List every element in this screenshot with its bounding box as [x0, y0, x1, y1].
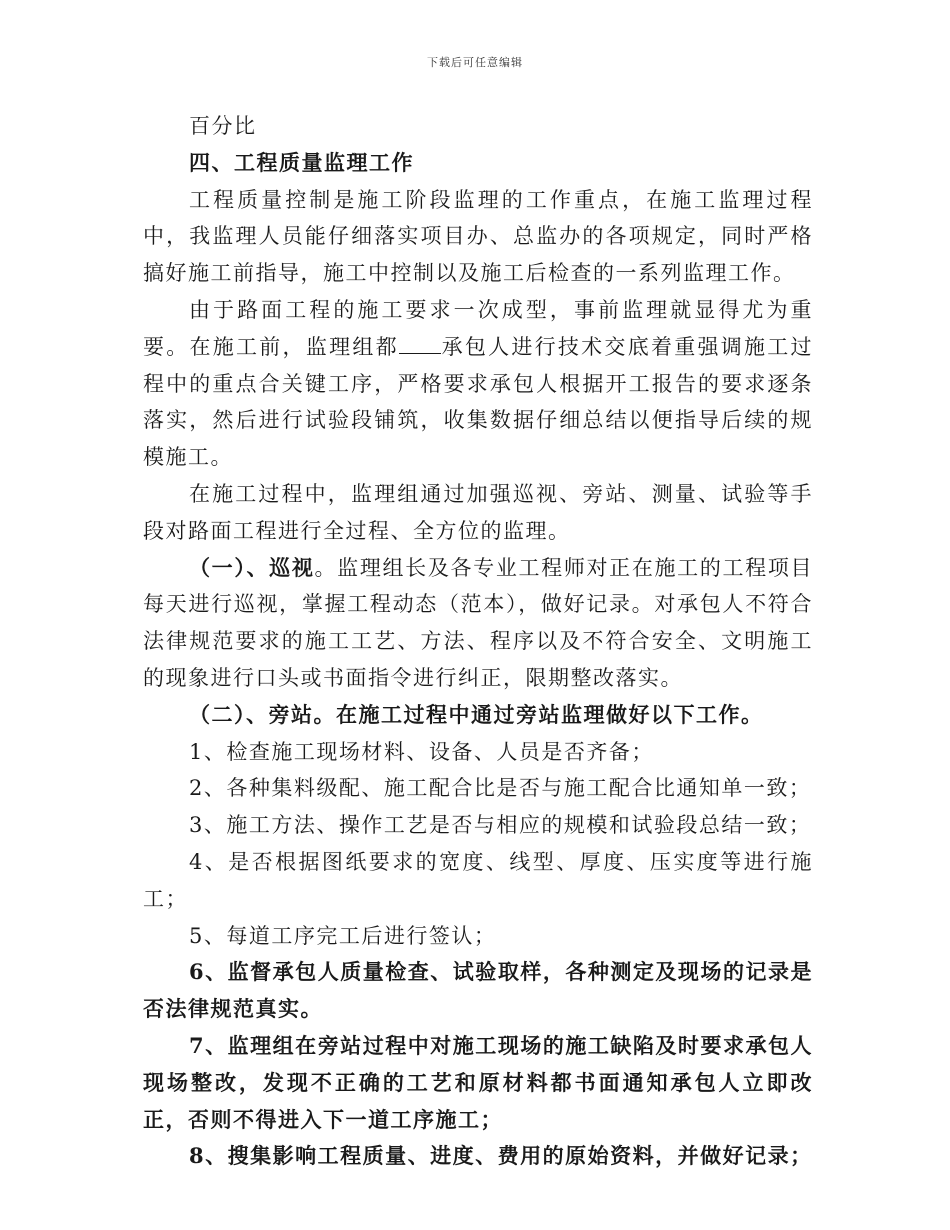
- patrol-text: 。监理组长及各专业工程师对正在施工的工程项目每天进行巡视，掌握工程动态（范本），做好记录。对承包人不符合法律规范要求的施工工艺、方法、程序以及不符合安全、文明施工的现象进行口头或书面指令进行纠正，限期整改落实。: [143, 555, 813, 690]
- list-item-4: 4、是否根据图纸要求的宽度、线型、厚度、压实度等进行施工；: [143, 849, 813, 911]
- road-works-text-a: 由于路面工程的施工要求一次成型，事前监理就显得尤为重要。在施工前，监理组都: [143, 297, 813, 359]
- document-body: [143, 108, 813, 1175]
- list-item-6: 6、监督承包人质量检查、试验取样，各种测定及现场的记录是否法律规范真实。: [143, 959, 813, 1022]
- page-header: 下载后可任意编辑: [427, 56, 523, 69]
- paragraph-quality-intro: 工程质量控制是施工阶段监理的工作重点，在施工监理过程中，我监理人员能仔细落实项目办、总监办的各项规定，同时严格搞好施工前指导，施工中控制以及施工后检查的一系列监理工作。: [143, 187, 813, 286]
- list-item-8: 8、搜集影响工程质量、进度、费用的原始资料，并做好记录；: [189, 1143, 813, 1169]
- list-item-2: 2、各种集料级配、施工配合比是否与施工配合比通知单一致；: [189, 776, 812, 801]
- section-title-quality: 四、工程质量监理工作: [189, 149, 414, 175]
- list-item-5: 5、每道工序完工后进行签认；: [189, 923, 497, 948]
- patrol-label: （一）、巡视: [189, 554, 315, 580]
- list-item-7: 7、监理组在旁站过程中对施工现场的施工缺陷及时要求承包人现场整改，发现不正确的工艺和原材料都书面通知承包人立即改正，否则不得进入下一道工序施工；: [143, 1032, 813, 1132]
- road-works-text-b: 承包人进行技术交底着重强调施工过程中的重点合关键工序，严格要求承包人根据开工报告的要求逐条落实，然后进行试验段铺筑，收集数据仔细总结以便指导后续的规模施工。: [143, 334, 814, 470]
- fill-in-blank: [399, 335, 441, 354]
- list-item-3: 3、施工方法、操作工艺是否与相应的规模和试验段总结一致；: [189, 813, 812, 838]
- paragraph-process: 在施工过程中，监理组通过加强巡视、旁站、测量、试验等手段对路面工程进行全过程、全方位的监理。: [143, 481, 813, 543]
- section-title-standby: （二）、旁站。在施工过程中通过旁站监理做好以下工作。: [189, 701, 764, 727]
- paragraph-patrol: [143, 550, 813, 697]
- paragraph-road-works: [143, 292, 813, 476]
- list-item-1: 1、检查施工现场材料、设备、人员是否齐备；: [189, 739, 654, 764]
- paragraph-percent: 百分比: [189, 114, 257, 138]
